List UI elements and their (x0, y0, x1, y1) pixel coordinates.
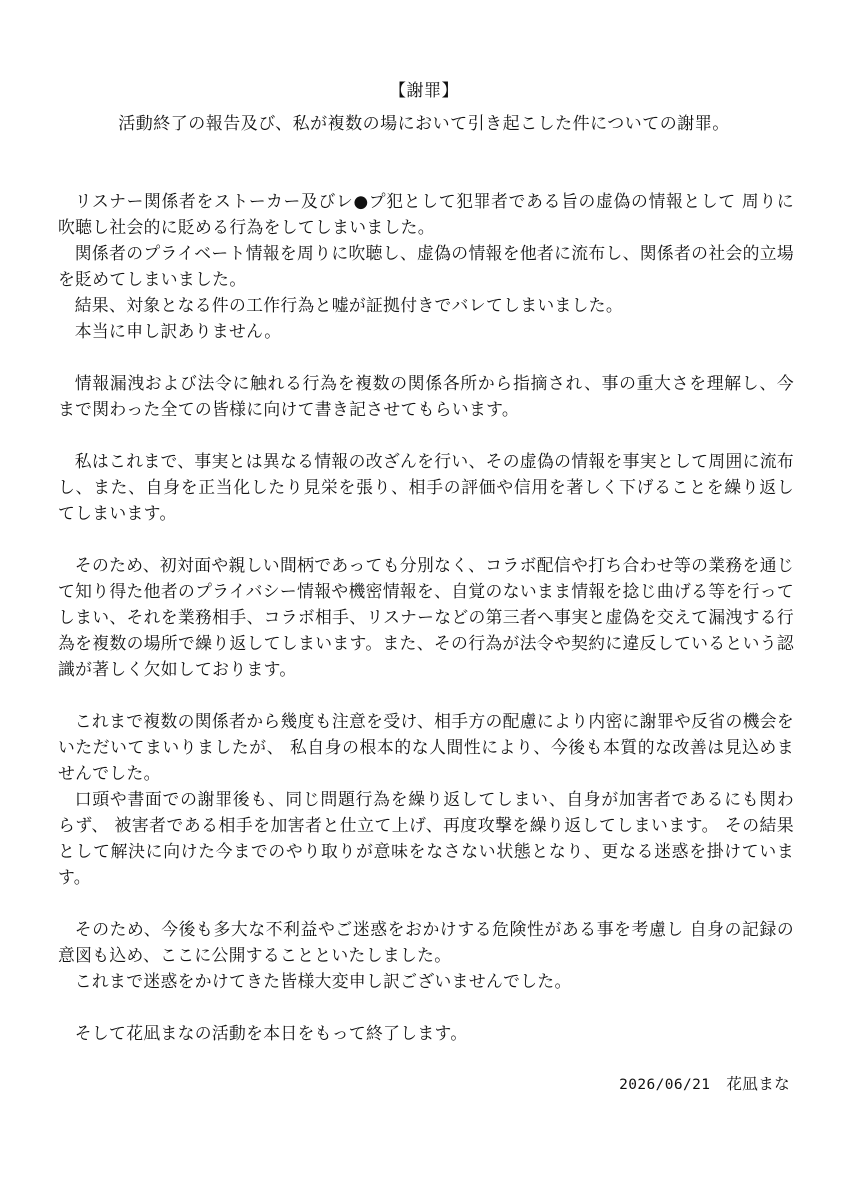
signature-date: 2026/06/21 (619, 1077, 711, 1093)
paragraph: 関係者のプライベート情報を周りに吹聴し、虚偽の情報を他者に流布し、関係者の社会的立場を貶めてしまいました。 (58, 243, 794, 289)
paragraph: これまで迷惑をかけてきた皆様大変申し訳ございませんでした。 (74, 971, 572, 991)
paragraph-gap (58, 344, 794, 370)
paragraph: リスナー関係者をストーカー及びレ●プ犯として犯罪者である旨の虚偽の情報として 周りに吹聴し社会的に貶める行為をしてしまいました。 (58, 191, 794, 237)
paragraph: 本当に申し訳ありません。 (74, 321, 282, 341)
paragraph: そのため、初対面や親しい間柄であっても分別なく、コラボ配信や打ち合わせ等の業務を通じて知り得た他者のプライバシー情報や機密情報を、自覚のないまま情報を捻じ曲げる等を行ってしまい、それを業務相手、コラボ相手、リスナーなどの第三者へ事実と虚偽を交えて漏洩する行為を複数の場所で繰り返してしまいます。また、その行為が法令や契約に違反しているという認識が著しく欠如しております。 (58, 555, 794, 679)
paragraph: 口頭や書面での謝罪後も、同じ問題行為を繰り返してしまい、自身が加害者であるにも関わらず、 被害者である相手を加害者と仕立て上げ、再度攻撃を繰り返してしまいます。 その結果として解決に向けた今までのやり取りが意味をなさない状態となり、更なる迷惑を掛けています。 (58, 789, 794, 887)
signature-spacer (716, 1075, 721, 1093)
paragraph: 私はこれまで、事実とは異なる情報の改ざんを行い、その虚偽の情報を事実として周囲に流布し、また、自身を正当化したり見栄を張り、相手の評価や信用を著しく下げることを繰り返してしまいます。 (58, 451, 794, 523)
signature-line (619, 1073, 790, 1096)
signature-name: 花凪まな (726, 1075, 790, 1093)
paragraph-gap (58, 994, 794, 1020)
paragraph-gap (58, 890, 794, 916)
paragraph-gap (58, 422, 794, 448)
paragraph: そのため、今後も多大な不利益やご迷惑をおかけする危険性がある事を考慮し 自身の記録の意図も込め、ここに公開することといたしました。 (58, 919, 794, 965)
paragraph-gap (58, 526, 794, 552)
document-subtitle: 活動終了の報告及び、私が複数の場において引き起こした件についての謝罪。 (118, 114, 730, 134)
paragraph: そして花凪まなの活動を本日をもって終了します。 (74, 1023, 468, 1043)
paragraph: 情報漏洩および法令に触れる行為を複数の関係各所から指摘され、事の重大さを理解し、今まで関わった全ての皆様に向けて書き記させてもらいます。 (58, 373, 794, 419)
paragraph: 結果、対象となる件の工作行為と嘘が証拠付きでバレてしまいました。 (74, 295, 623, 315)
document-body (58, 188, 794, 1046)
paragraph: これまで複数の関係者から幾度も注意を受け、相手方の配慮により内密に謝罪や反省の機会をいただいてまいりましたが、 私自身の根本的な人間性により、今後も本質的な改善は見込めませんでした。 (58, 711, 794, 783)
paragraph-gap (58, 682, 794, 708)
document-title: 【謝罪】 (389, 81, 459, 101)
